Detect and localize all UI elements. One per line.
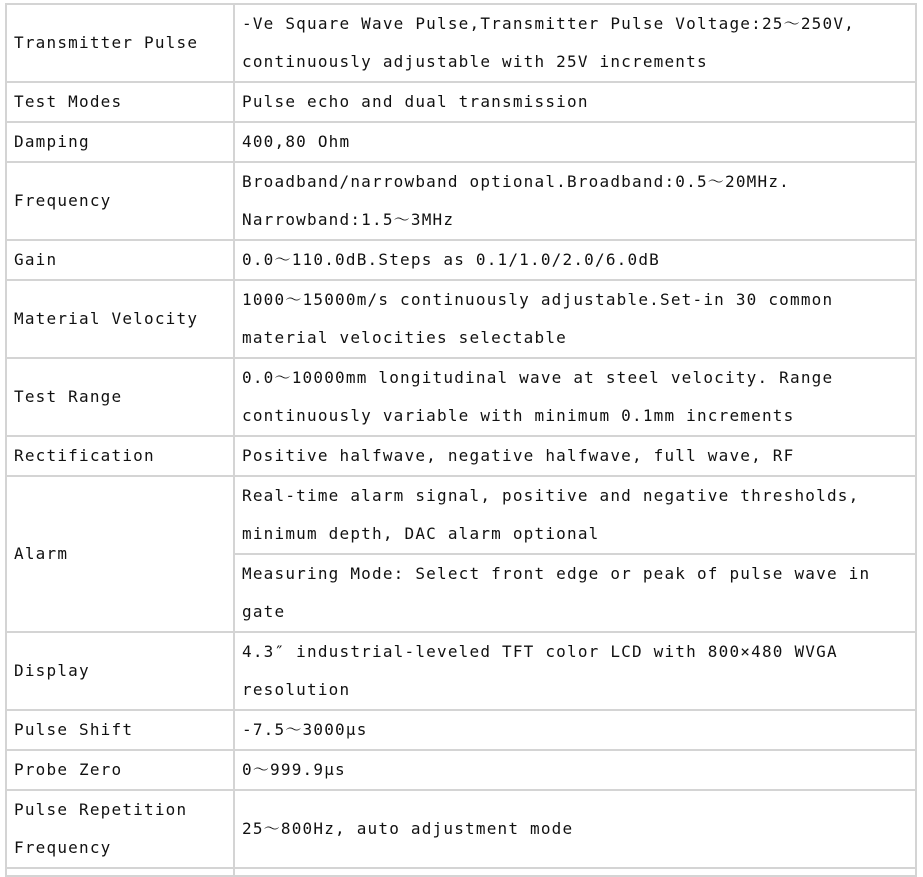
table-row xyxy=(6,436,916,476)
spec-value-alarm: Real-time alarm signal, positive and negative thresholds, minimum depth, DAC alarm optional xyxy=(234,476,916,554)
table-row xyxy=(6,4,916,82)
spec-value-pulse-repetition-frequency: 25～800Hz, auto adjustment mode xyxy=(234,790,916,868)
spec-value-rectification: Positive halfwave, negative halfwave, full wave, RF xyxy=(234,436,916,476)
spec-label-probe-zero: Probe Zero xyxy=(6,750,234,790)
table-row xyxy=(6,476,916,554)
spec-label-test-range: Test Range xyxy=(6,358,234,436)
spec-value-transmitter-pulse: -Ve Square Wave Pulse,Transmitter Pulse Voltage:25～250V, continuously adjustable with 25V increments xyxy=(234,4,916,82)
specifications-table xyxy=(5,3,917,877)
spec-label-pulse-repetition-frequency: Pulse Repetition Frequency xyxy=(6,790,234,868)
table-row xyxy=(6,790,916,868)
spec-value-test-modes: Pulse echo and dual transmission xyxy=(234,82,916,122)
table-row xyxy=(6,280,916,358)
spec-label-rectification: Rectification xyxy=(6,436,234,476)
table-row xyxy=(6,240,916,280)
table-row xyxy=(6,750,916,790)
table-row-partial xyxy=(6,868,916,876)
empty-cell xyxy=(6,868,234,876)
spec-value-material-velocity: 1000～15000m/s continuously adjustable.Set-in 30 common material velocities selectable xyxy=(234,280,916,358)
spec-label-gain: Gain xyxy=(6,240,234,280)
spec-label-transmitter-pulse: Transmitter Pulse xyxy=(6,4,234,82)
table-row xyxy=(6,122,916,162)
spec-label-pulse-shift: Pulse Shift xyxy=(6,710,234,750)
spec-label-alarm: Alarm xyxy=(6,476,234,632)
spec-value-test-range: 0.0～10000mm longitudinal wave at steel velocity. Range continuously variable with minimum 0.1mm increments xyxy=(234,358,916,436)
table-row xyxy=(6,632,916,710)
spec-value-measuring-mode: Measuring Mode: Select front edge or peak of pulse wave in gate xyxy=(234,554,916,632)
spec-label-frequency: Frequency xyxy=(6,162,234,240)
spec-label-material-velocity: Material Velocity xyxy=(6,280,234,358)
spec-value-pulse-shift: -7.5～3000μs xyxy=(234,710,916,750)
empty-cell xyxy=(234,868,916,876)
spec-label-test-modes: Test Modes xyxy=(6,82,234,122)
table-row xyxy=(6,358,916,436)
table-row xyxy=(6,82,916,122)
spec-value-gain: 0.0～110.0dB.Steps as 0.1/1.0/2.0/6.0dB xyxy=(234,240,916,280)
spec-value-display: 4.3″ industrial-leveled TFT color LCD with 800×480 WVGA resolution xyxy=(234,632,916,710)
table-row xyxy=(6,162,916,240)
table-row xyxy=(6,710,916,750)
spec-value-probe-zero: 0～999.9μs xyxy=(234,750,916,790)
spec-label-display: Display xyxy=(6,632,234,710)
spec-value-frequency: Broadband/narrowband optional.Broadband:0.5～20MHz. Narrowband:1.5～3MHz xyxy=(234,162,916,240)
spec-label-damping: Damping xyxy=(6,122,234,162)
spec-value-damping: 400,80 Ohm xyxy=(234,122,916,162)
